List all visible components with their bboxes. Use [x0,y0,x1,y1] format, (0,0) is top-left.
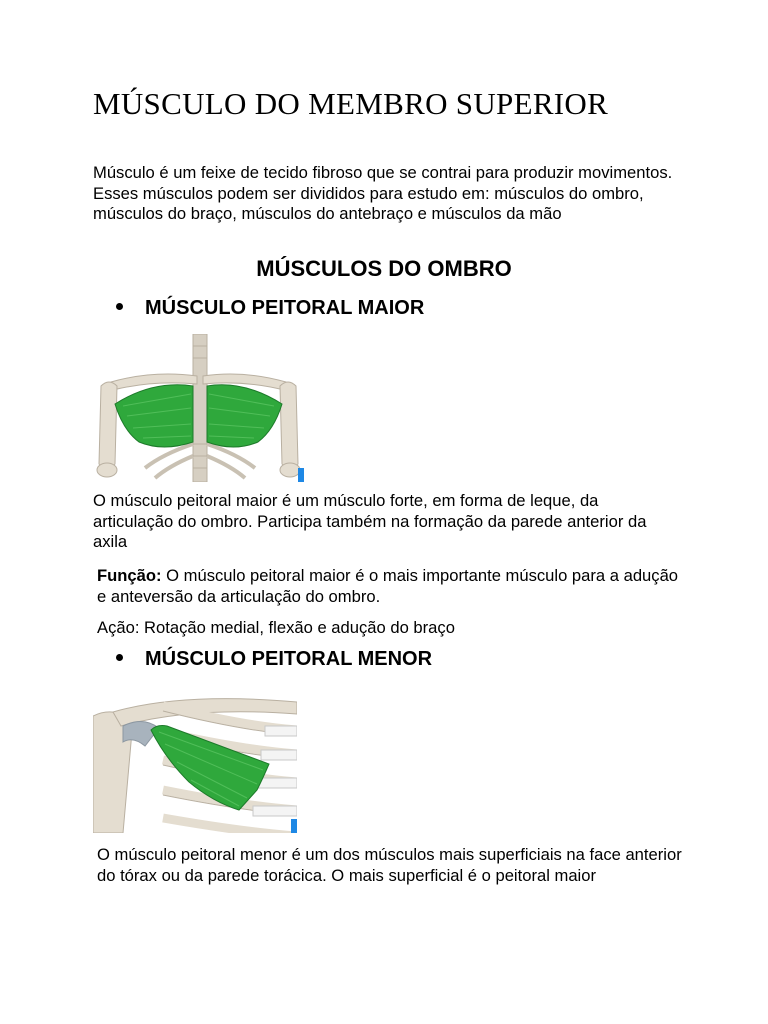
pectoralis-major-image [93,334,304,482]
bullet-peitoral-maior-label: MÚSCULO PEITORAL MAIOR [145,297,425,319]
function-text: O músculo peitoral maior é o mais importante músculo para a adução e anteversão da articulação do ombro. [97,566,679,606]
bullet-peitoral-menor [116,648,432,671]
section-heading: MÚSCULOS DO OMBRO [256,256,512,281]
intro-paragraph: Músculo é um feixe de tecido fibroso que se contrai para produzir movimentos. Esses músculos podem ser divididos para estudo em: músculos do ombro, músculos do braço, músculos do antebraço e músculos da mão [93,163,673,223]
bullet-peitoral-menor-label: MÚSCULO PEITORAL MENOR [145,648,433,670]
peitoral-maior-description: O músculo peitoral maior é um músculo forte, em forma de leque, da articulação do ombro. Participa também na formação da parede anterior da axila [93,491,647,551]
bullet-dot-icon [116,303,123,310]
peitoral-menor-description: O músculo peitoral menor é um dos músculos mais superficiais na face anterior do tórax ou da parede torácica. O mais superficial é o peitoral maior [97,845,682,885]
document-title: MÚSCULO DO MEMBRO SUPERIOR [93,86,609,121]
bullet-dot-icon [116,654,123,661]
pectoralis-minor-image [93,686,297,833]
peitoral-maior-function [97,566,687,607]
bullet-peitoral-maior [116,297,424,320]
peitoral-maior-action: Ação: Rotação medial, flexão e adução do braço [97,618,455,637]
function-label: Função: [97,566,162,585]
